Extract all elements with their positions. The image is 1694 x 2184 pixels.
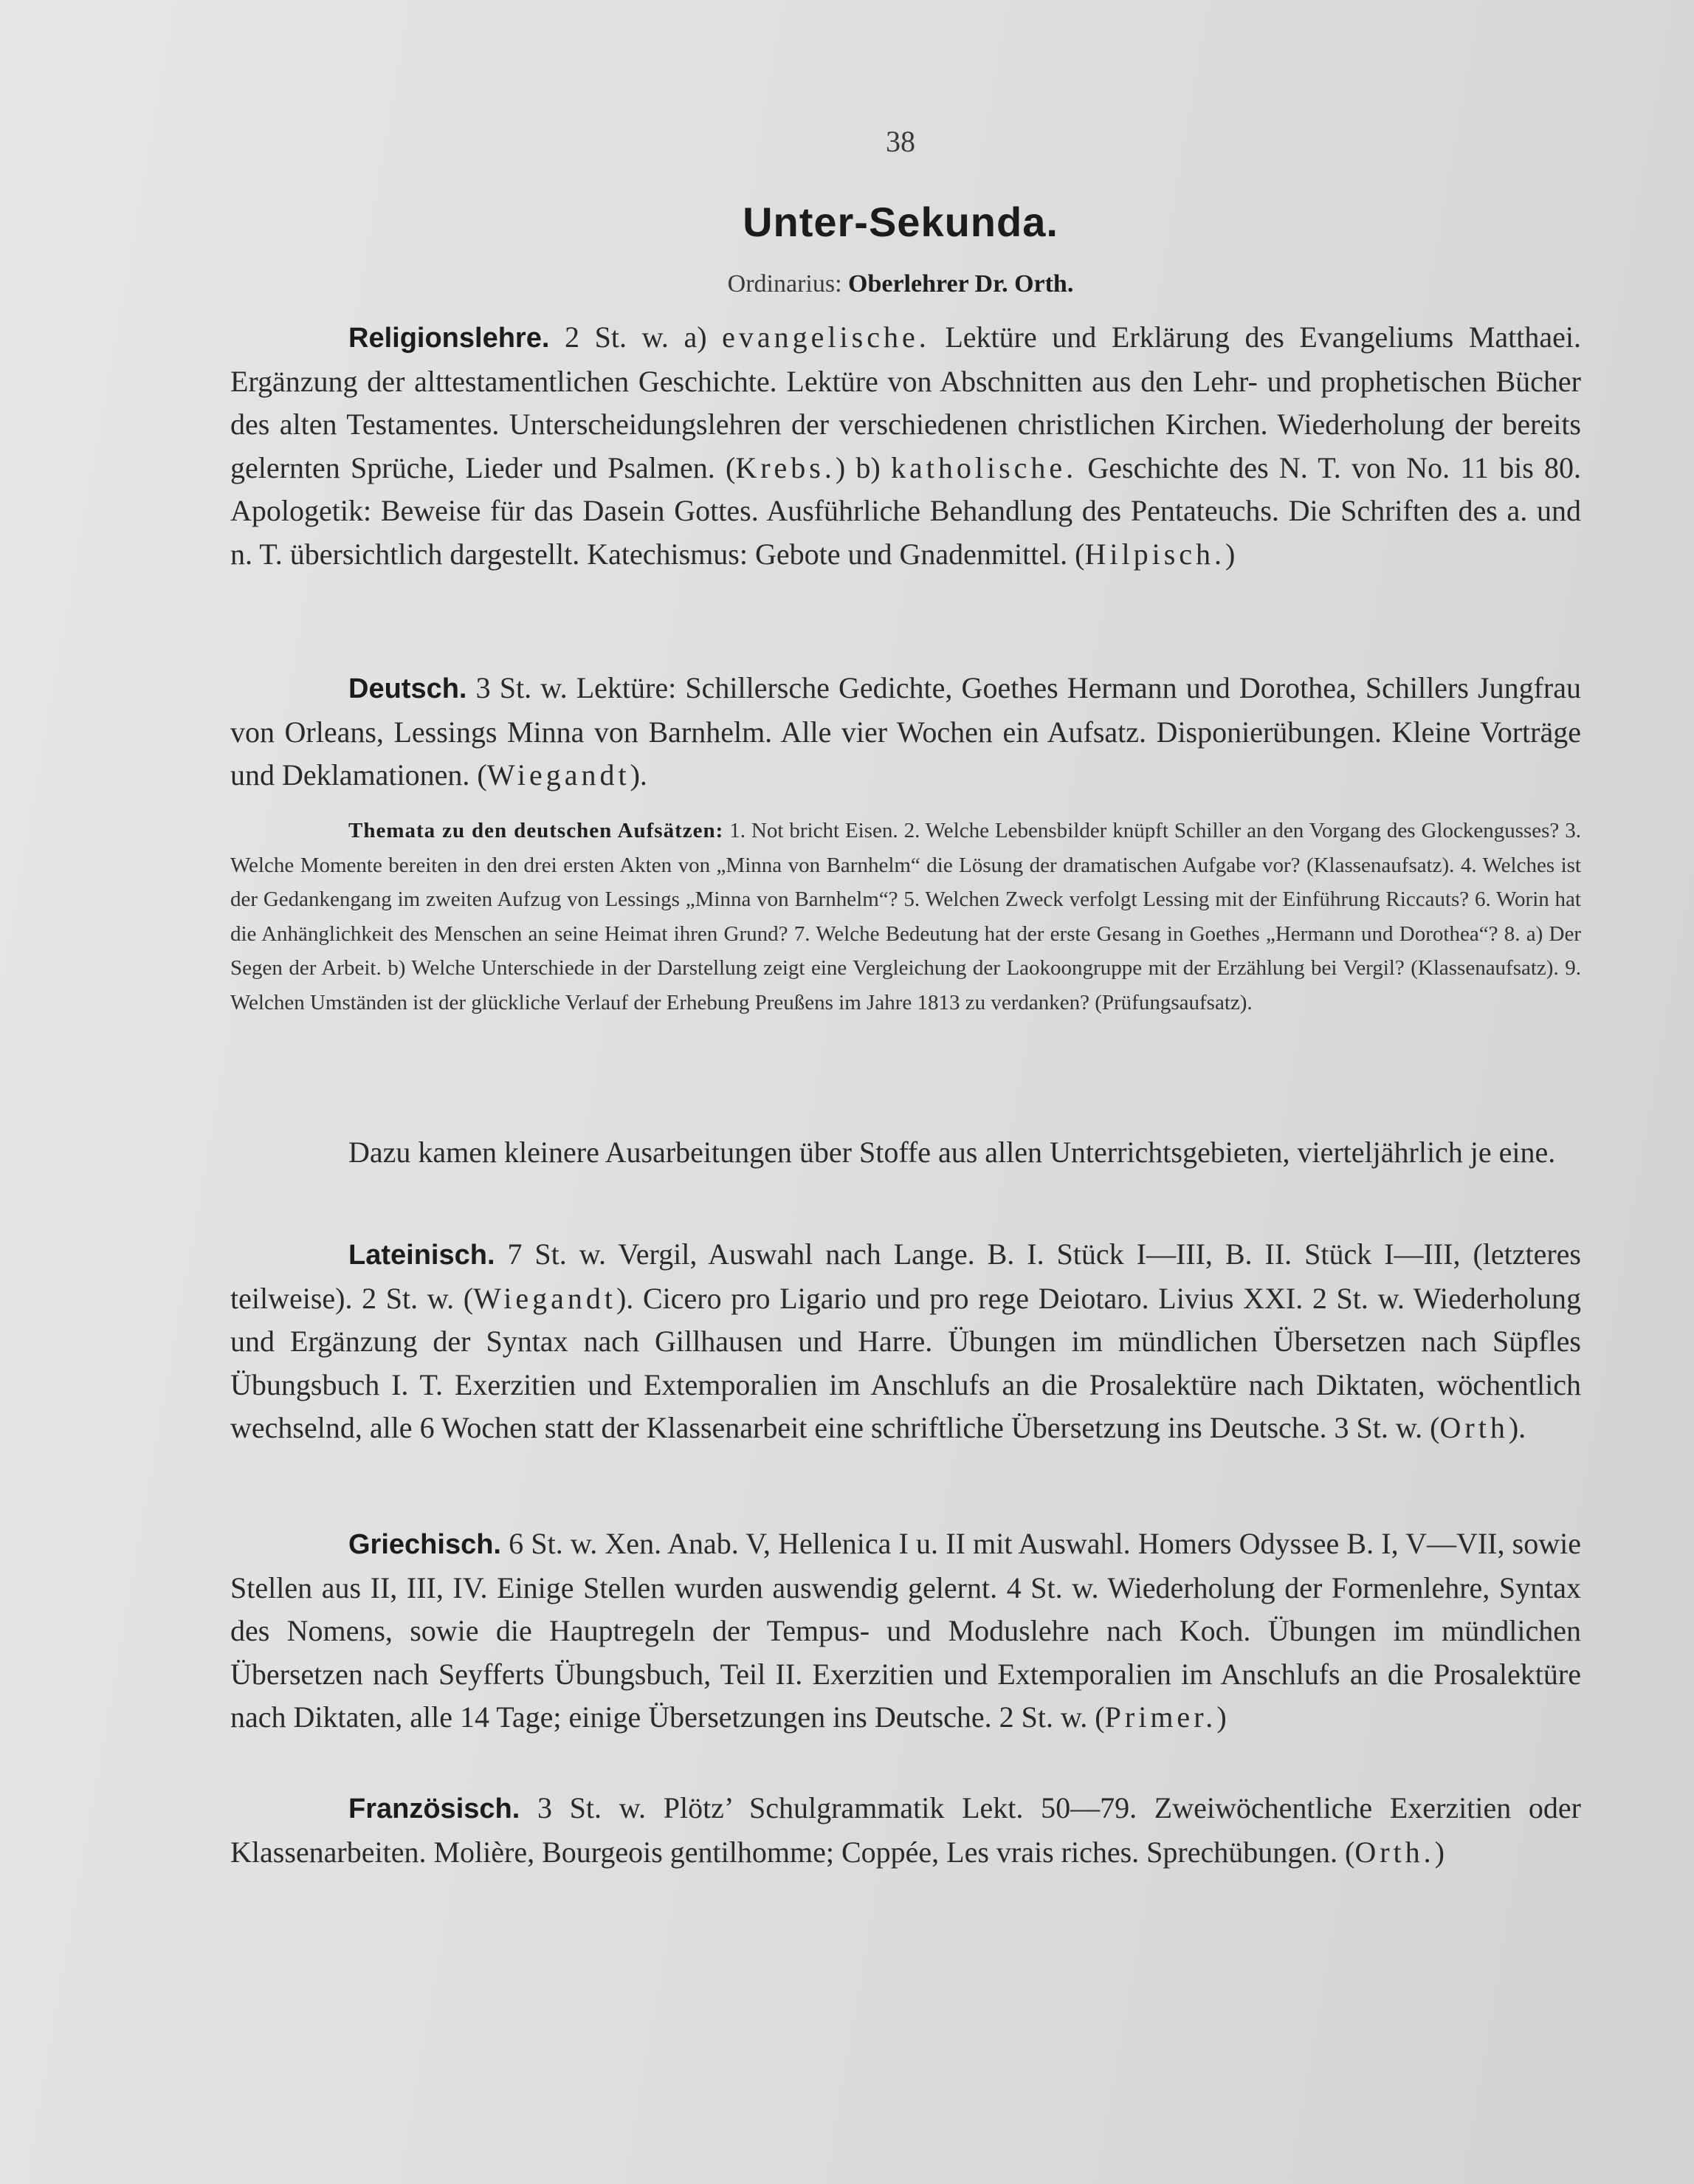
- deutsch-text-2: ).: [630, 758, 647, 791]
- section-franz: [230, 1787, 1581, 1874]
- themata-label: Themata zu den deutschen Aufsätzen:: [348, 819, 724, 842]
- deutsch-text-1: 3 St. w. Lektüre: Schillersche Gedichte, Goethes Hermann und Dorothea, Schillers Jungfrau von Orleans, Lessings Minna von Barnhelm. Alle vier Wochen ein Aufsatz. Disponierübungen. Kleine Vorträge und Deklamationen. (: [230, 671, 1581, 791]
- religion-spaced-1: evangelische.: [722, 320, 930, 354]
- ordinarius-line: [0, 270, 1694, 298]
- paragraph-griech: [230, 1522, 1581, 1740]
- franz-teacher: Orth.: [1354, 1835, 1435, 1869]
- latein-text-3: ).: [1508, 1411, 1526, 1444]
- franz-text-1: 3 St. w. Plötz’ Schulgrammatik Lekt. 50—79. Zweiwöchentliche Exerzitien oder Klassenarbeiten. Molière, Bourgeois gentilhomme; Coppée, Les vrais riches. Sprechübungen. (: [230, 1791, 1581, 1869]
- religion-text-2: Lektüre und Erklärung des Evangeliums Matthaei. Ergänzung der alttestamentlichen Geschichte. Lektüre von Abschnitten aus den Lehr- und prophetischen Bücher des alten Testamentes. Unterscheidungslehren der verschiedenen christlichen Kirchen. Wiederholung der bereits gelernten Sprüche, Lieder und Psalmen. (: [230, 320, 1581, 484]
- themata-text: 1. Not bricht Eisen. 2. Welche Lebensbilder knüpft Schiller an den Vorgang des Glockengusses? 3. Welche Momente bereiten in den drei ersten Akten von „Minna von Barnhelm“ die Lösung der dramatischen Aufgabe vor? (Klassenaufsatz). 4. Welches ist der Gedankengang im zweiten Aufzug von Lessings „Minna von Barnhelm“? 5. Welchen Zweck verfolgt Lessing mit der Einführung Riccauts? 6. Worin hat die Anhänglichkeit des Menschen an seine Heimat ihren Grund? 7. Welche Bedeutung hat der erste Gesang in Goethes „Hermann und Dorothea“? 8. a) Der Segen der Arbeit. b) Welche Unterschiede in der Darstellung zeigt eine Vergleichung der Laokoongruppe mit der Erzählung bei Vergil? (Klassenaufsatz). 9. Welchen Umständen ist der glückliche Verlauf der Erhebung Preußens im Jahre 1813 zu verdanken? (Prüfungsaufsatz).: [230, 819, 1581, 1014]
- paragraph-themata: [230, 814, 1581, 1020]
- paragraph-dazu: Dazu kamen kleinere Ausarbeitungen über Stoffe aus allen Unterrichtsgebieten, vierteljährlich je eine.: [348, 1136, 1556, 1169]
- ordinarius-label: Ordinarius:: [727, 270, 842, 298]
- subject-heading-franz: Französisch.: [348, 1793, 520, 1824]
- paragraph-religion: [230, 316, 1581, 576]
- section-religion: [230, 316, 1581, 576]
- deutsch-teacher: Wiegandt: [486, 758, 630, 791]
- page-title: Unter-Sekunda.: [743, 199, 1058, 245]
- griech-text-2: ): [1216, 1700, 1227, 1734]
- franz-text-2: ): [1434, 1835, 1445, 1869]
- section-dazu: [230, 1131, 1581, 1175]
- religion-text-4: Geschichte des N. T. von No. 11 bis 80. Apologetik: Beweise für das Dasein Gottes. Ausführliche Behandlung des Pentateuchs. Die Schriften des a. und n. T. übersichtlich dargestellt. Katechismus: Gebote und Gnadenmittel. (: [230, 450, 1582, 571]
- religion-teacher-1: Krebs.: [735, 450, 836, 484]
- religion-text-3: ) b): [835, 450, 891, 484]
- section-themata: [230, 814, 1581, 1020]
- subject-heading-religion: Religionslehre.: [348, 323, 550, 354]
- latein-teacher-2: Orth: [1439, 1411, 1509, 1444]
- section-deutsch: [230, 667, 1581, 797]
- paragraph-latein: [230, 1233, 1581, 1450]
- page-number: 38: [886, 125, 915, 158]
- latein-text-1: 7 St. w. Vergil, Auswahl nach Lange. B. I. Stück I—III, B. II. Stück I—III, (letzteres teilweise). 2 St. w. (: [230, 1237, 1581, 1315]
- religion-text-1: 2 St. w. a): [549, 320, 723, 354]
- griech-teacher: Primer.: [1104, 1700, 1217, 1734]
- religion-teacher-2: Hilpisch.: [1084, 537, 1226, 571]
- section-griech: [230, 1522, 1581, 1740]
- subject-heading-griech: Griechisch.: [348, 1529, 501, 1560]
- subject-heading-deutsch: Deutsch.: [348, 673, 467, 704]
- religion-spaced-2: katholische.: [890, 450, 1078, 484]
- griech-text-1: 6 St. w. Xen. Anab. V, Hellenica I u. II mit Auswahl. Homers Odyssee B. I, V—VII, sowie Stellen aus II, III, IV. Einige Stellen wurden auswendig gelernt. 4 St. w. Wiederholung der Formenlehre, Syntax des Nomens, sowie die Hauptregeln der Tempus- und Moduslehre nach Koch. Übungen im mündlichen Übersetzen nach Seyfferts Übungsbuch, Teil II. Exerzitien und Extemporalien im Anschlufs an die Prosalektüre nach Diktaten, alle 14 Tage; einige Übersetzungen ins Deutsche. 2 St. w. (: [230, 1527, 1581, 1734]
- ordinarius-name: Oberlehrer Dr. Orth.: [848, 270, 1074, 298]
- paragraph-franz: [230, 1787, 1581, 1874]
- latein-text-2: ). Cicero pro Ligario und pro rege Deiotaro. Livius XXI. 2 St. w. Wiederholung und Ergänzung der Syntax nach Gillhausen und Harre. Übungen im mündlichen Übersetzen nach Süpfles Übungsbuch I. T. Exerzitien und Extemporalien im Anschlufs an die Prosalektüre nach Diktaten, wöchentlich wechselnd, alle 6 Wochen statt der Klassenarbeit eine schriftliche Übersetzung ins Deutsche. 3 St. w. (: [230, 1281, 1581, 1444]
- latein-teacher-1: Wiegandt: [473, 1281, 616, 1315]
- paragraph-deutsch: [230, 667, 1581, 797]
- section-latein: [230, 1233, 1581, 1450]
- subject-heading-latein: Lateinisch.: [348, 1240, 495, 1271]
- religion-text-5: ): [1225, 537, 1236, 571]
